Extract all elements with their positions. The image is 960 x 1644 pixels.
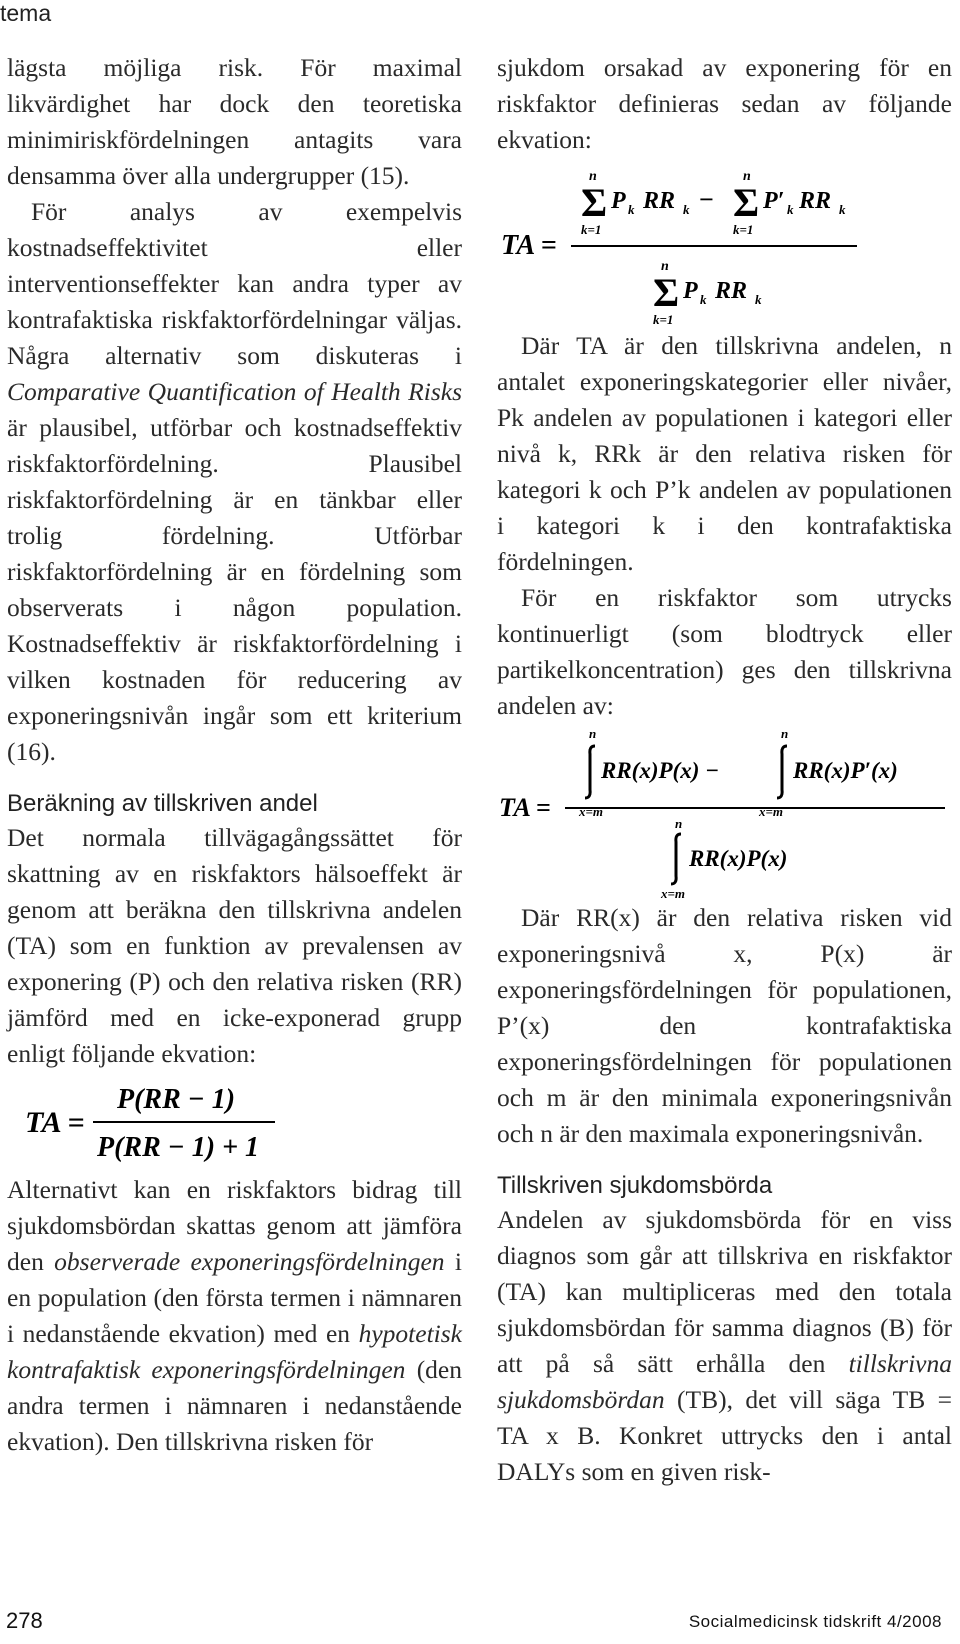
equation-ta-simple (7, 1072, 462, 1172)
eq2-den-sub-1: k (700, 292, 707, 307)
eq2-den-sub-2: k (755, 292, 762, 307)
text-run: i en population (den första termen i nämnaren i nedanstående ekvation) med en (7, 1247, 462, 1348)
eq2-upper-1: n (589, 169, 597, 184)
text-run: är plausibel, utförbar och kostnadseffektiv riskfaktorfördelning. Plausibel riskfaktorfördelning är en tänkbar eller trolig fördelning. Utförbar riskfaktorfördelning är en fördelning som observerats i någon population. Kostnadseffektiv är riskfaktorfördelning i vilken kostnaden för reducering av exponeringsnivån ingår som ett kriterium (16). (7, 413, 462, 766)
eq3-lower-1: x=m (579, 804, 604, 819)
text-run: För analys av exempelvis kostnadseffektivitet eller interventionseffekter kan andra typer av kontrafaktiska riskfaktorfördelningar väljas. Några alternativ som diskuteras i (7, 197, 462, 370)
eq2-minus: − (699, 185, 714, 214)
left-paragraph-2 (7, 194, 462, 770)
right-paragraph-1: sjukdom orsakad av exponering för en riskfaktor definieras sedan av följande ekvation: (497, 53, 952, 154)
eq2-num-p: P (611, 188, 626, 214)
right-paragraph-5 (497, 1202, 952, 1490)
eq2-lower-1: k=1 (581, 222, 602, 237)
eq2-lower-2: k=1 (733, 222, 754, 237)
italic-phrase: tillskrivna sjukdomsbördan (497, 1349, 952, 1414)
eq2-num-sub-2: k (683, 202, 690, 217)
text-run: (TB), det vill säga TB = TA x B. Konkret uttrycks den i antal DALYs som en given risk- (497, 1385, 952, 1486)
eq3-num-1: RR(x)P(x) − (601, 758, 720, 783)
section-tag: tema (0, 0, 52, 26)
eq1-numerator: P(RR − 1) (117, 1084, 236, 1115)
left-paragraph-4 (7, 1172, 462, 1460)
eq3-lower-2: x=m (759, 804, 784, 819)
eq3-integral-1 (585, 746, 595, 798)
eq3-num-2: RR(x)P′(x) (793, 758, 898, 783)
eq2-den-rr: RR (715, 278, 748, 304)
text-run: (den andra termen i nämnaren i nedanstående ekvation). Den tillskrivna risken för (7, 1355, 462, 1456)
eq2-sum-2: Σ (733, 180, 760, 225)
eq2-lower-3: k=1 (653, 312, 674, 327)
equation-ta-continuous (497, 724, 952, 900)
eq2-num-sub-3: k (787, 202, 794, 217)
eq2-upper-3: n (661, 259, 669, 274)
eq3-lower-3: x=m (661, 886, 686, 900)
eq3-integral-3 (671, 834, 681, 884)
eq2-den-p: P (683, 278, 698, 304)
eq3-upper-2: n (781, 726, 789, 741)
left-paragraph-3: Det normala tillvägagångssättet för skattning av en riskfaktors hälsoeffekt är genom att beräkna den tillskrivna andelen (TA) som en funktion av prevalensen av exponering (P) och den relativa risken (RR) jämförd med en icke-exponerad grupp enligt följande ekvation: (7, 823, 462, 1068)
right-column (497, 50, 952, 1490)
eq2-lhs: TA = (501, 230, 557, 261)
left-column (7, 50, 462, 1460)
eq3-integral-2 (777, 746, 787, 798)
eq1-denominator: P(RR − 1) + 1 (97, 1132, 260, 1163)
eq1-lhs: TA = (25, 1106, 85, 1139)
eq2-num-rr: RR (643, 188, 676, 214)
eq3-upper-1: n (589, 726, 597, 741)
eq2-num-sub-4: k (839, 202, 846, 217)
heading-tillskriven-sjukdomsborda: Tillskriven sjukdomsbörda (497, 1172, 773, 1199)
italic-phrase: hypotetisk kontrafaktisk exponeringsfördelningen (7, 1319, 462, 1384)
eq3-den: RR(x)P(x) (689, 846, 788, 871)
journal-name: Socialmedicinsk tidskrift 4/2008 (688, 1612, 942, 1631)
right-paragraph-4: Där RR(x) är den relativa risken vid exponeringsnivå x, P(x) är exponeringsfördelningen för populationen, P’(x) den kontrafaktiska exponeringsfördelningen för populationen och m är den minimala exponeringsnivån och n är den maximala exponeringsnivån. (497, 903, 952, 1148)
eq2-upper-2: n (743, 169, 751, 184)
eq3-lhs: TA = (499, 793, 551, 822)
eq3-upper-3: n (675, 816, 683, 831)
right-paragraph-3: För en riskfaktor som utrycks kontinuerligt (som blodtryck eller partikelkoncentration) ges den tillskrivna andelen av: (497, 583, 952, 720)
heading-tillskriven-andel: Beräkning av tillskriven andel (7, 790, 318, 817)
left-paragraph-1: lägsta möjliga risk. För maximal likvärdighet har dock den teoretiska minimiriskfördelningen antagits vara densamma över alla undergrupper (15). (7, 53, 462, 190)
equation-ta-discrete (497, 158, 952, 328)
italic-title: Comparative Quantification of Health Risks (7, 377, 462, 406)
eq2-num-sub-1: k (628, 202, 635, 217)
right-paragraph-2: Där TA är den tillskrivna andelen, n antalet exponeringskategorier eller nivåer, Pk andelen av populationen i kategori eller nivå k, RRk är den relativa risken för kategori k och P’k andelen av populationen i kategori k i den kontrafaktiska fördelningen. (497, 331, 952, 576)
eq2-num-rr-2: RR (799, 188, 832, 214)
text-run: Andelen av sjukdomsbörda för en viss diagnos som går att tillskriva en riskfaktor (TA) kan multipliceras med den totala sjukdomsbördan för samma diagnos (B) för att på så sätt erhålla den (497, 1205, 952, 1378)
text-run: Alternativt kan en riskfaktors bidrag till sjukdomsbördan skattas genom att jämföra den (7, 1175, 462, 1276)
page-number: 278 (6, 1608, 43, 1633)
eq2-num-pprime: P′ (763, 188, 785, 214)
italic-phrase: observerade exponeringsfördelningen (54, 1247, 445, 1276)
eq2-sum-1: Σ (581, 180, 608, 225)
eq2-sum-3: Σ (653, 270, 680, 315)
